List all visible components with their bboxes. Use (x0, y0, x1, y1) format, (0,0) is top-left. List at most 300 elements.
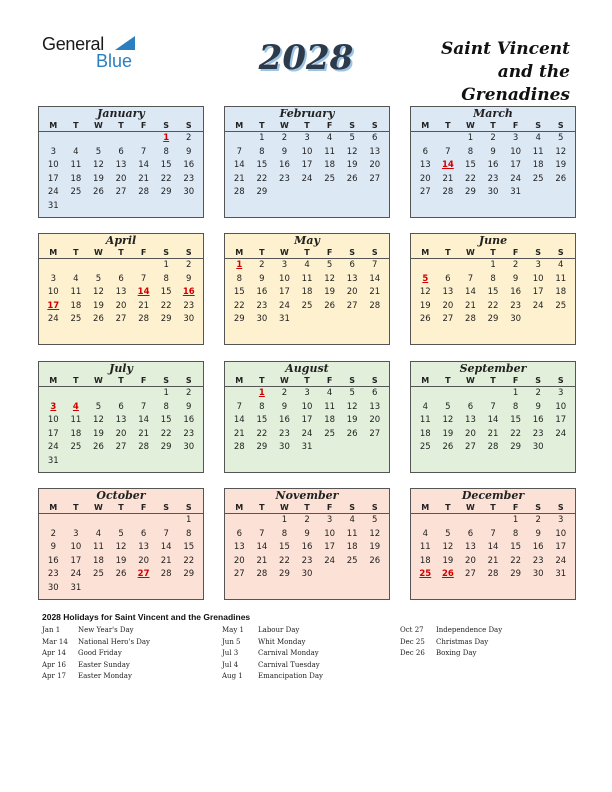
day-cell: 28 (465, 314, 476, 325)
day-cell: 17 (555, 542, 567, 553)
day-cell: 21 (369, 287, 381, 298)
day-cell: 15 (233, 287, 245, 298)
week-row (411, 528, 575, 542)
day-cell: 22 (160, 300, 172, 311)
week-row (411, 173, 575, 187)
day-cell: 16 (532, 415, 544, 426)
day-cell: 20 (233, 555, 245, 566)
day-cell: 16 (532, 542, 544, 553)
holiday-name: Independence Day (436, 626, 503, 634)
holiday-entry (42, 638, 150, 650)
holiday-date: Dec 25 (400, 637, 425, 646)
weekday-label: M (235, 503, 244, 512)
day-cell: 1 (186, 515, 192, 525)
day-cell: 3 (281, 260, 288, 270)
weekday-label: T (118, 248, 124, 257)
day-cell: 20 (115, 300, 127, 311)
weekday-label: M (235, 121, 244, 130)
day-cell: 11 (532, 146, 544, 157)
day-cell: 16 (279, 160, 290, 171)
day-cell (527, 186, 550, 200)
day-cell (42, 132, 65, 146)
weekday-label: T (73, 248, 79, 257)
day-cell (177, 200, 200, 214)
holiday-entry (222, 638, 323, 650)
day-cell: 13 (369, 146, 381, 157)
day-cell: 1 (163, 260, 169, 270)
holiday-date: Apr 17 (42, 672, 67, 681)
day-cell: 21 (256, 555, 268, 566)
day-cell: 26 (93, 187, 104, 198)
week-row (39, 146, 203, 160)
day-cell: 30 (279, 442, 290, 453)
day-cell: 19 (324, 287, 336, 298)
day-cell: 7 (445, 146, 451, 157)
month-title: July (109, 362, 133, 375)
day-cell: 8 (281, 528, 288, 539)
weekday-label: W (280, 376, 289, 385)
day-cell: 12 (346, 146, 358, 157)
day-cell: 17 (47, 428, 59, 439)
weekday-label: T (304, 376, 310, 385)
weekday-label: T (259, 503, 265, 512)
weekday-label: F (512, 503, 519, 512)
holiday-entry (42, 661, 150, 673)
day-cell: 11 (555, 273, 567, 284)
day-cell: 23 (279, 428, 290, 439)
day-cell: 25 (70, 187, 82, 198)
day-cell (296, 186, 319, 200)
day-cell: 21 (138, 428, 150, 439)
day-cell: 28 (369, 300, 381, 311)
day-cell: 26 (419, 314, 431, 325)
day-cell: 19 (419, 300, 431, 311)
holiday-date: Dec 26 (400, 649, 425, 658)
day-cell (87, 455, 110, 469)
day-cell (363, 186, 386, 200)
day-cell: 25 (324, 428, 336, 439)
day-cell: 8 (512, 401, 519, 412)
day-cell: 21 (465, 300, 476, 311)
holiday-entry (222, 661, 323, 673)
day-cell: 23 (183, 300, 195, 311)
day-cell (341, 441, 364, 455)
month-november (224, 488, 390, 600)
holiday-date: Apr 14 (42, 649, 67, 658)
day-cell: 29 (233, 314, 245, 325)
day-cell: 1 (512, 515, 519, 525)
day-cell: 3 (558, 388, 564, 398)
day-cell: 15 (160, 287, 172, 298)
day-cell: 12 (555, 146, 567, 157)
holiday-entry (42, 649, 150, 661)
weekday-label: M (421, 503, 430, 512)
weekday-label: S (349, 376, 356, 385)
day-cell (459, 259, 482, 273)
day-cell: 7 (467, 273, 474, 284)
day-cell: 23 (301, 555, 313, 566)
weekday-label: S (371, 248, 378, 257)
week-row (39, 455, 203, 469)
day-cell (132, 582, 155, 596)
day-cell: 22 (183, 555, 195, 566)
day-cell: 1 (467, 133, 474, 143)
day-cell: 21 (487, 428, 499, 439)
day-cell: 2 (186, 260, 192, 270)
holiday-entry (400, 626, 502, 638)
day-cell: 5 (372, 515, 378, 525)
day-cell: 7 (490, 528, 496, 539)
day-cell: 9 (281, 146, 288, 157)
day-cell (459, 387, 482, 401)
day-cell: 4 (558, 260, 564, 270)
day-cell: 16 (47, 555, 59, 566)
day-cell: 7 (140, 401, 147, 412)
day-cell (228, 514, 251, 528)
day-cell: 24 (301, 173, 313, 184)
day-cell: 2 (304, 515, 310, 525)
day-cell (42, 259, 65, 273)
day-cell (177, 455, 200, 469)
day-cell: 15 (160, 160, 172, 171)
weekday-label: T (490, 248, 496, 257)
weekday-label: F (512, 376, 519, 385)
day-cell: 20 (465, 555, 476, 566)
weekday-label: T (490, 376, 496, 385)
weekday-label: F (326, 376, 333, 385)
weekday-label: S (163, 248, 170, 257)
weekday-label: S (185, 503, 192, 512)
day-cell: 4 (535, 133, 541, 143)
country-title (370, 38, 570, 107)
week-row (225, 173, 389, 187)
holiday-column (400, 626, 502, 661)
month-title: October (96, 489, 146, 502)
day-cell: 17 (47, 173, 59, 184)
weekday-header (39, 120, 203, 131)
day-cell (318, 313, 341, 327)
day-cell (437, 132, 460, 146)
day-cell: 22 (160, 428, 172, 439)
day-cell (363, 568, 386, 582)
weekday-header (39, 375, 203, 386)
day-cell: 28 (138, 187, 150, 198)
day-cell: 6 (467, 401, 474, 412)
weekday-label: F (140, 503, 147, 512)
week-row (39, 313, 203, 327)
month-july (38, 361, 204, 473)
day-cell: 4 (304, 260, 310, 270)
week-row (411, 286, 575, 300)
weekday-label: T (304, 121, 310, 130)
holiday-name: National Hero's Day (78, 637, 150, 646)
day-cell: 30 (183, 442, 195, 453)
day-cell (132, 259, 155, 273)
day-cell: 11 (70, 160, 82, 171)
day-cell (87, 259, 110, 273)
day-cell: 9 (186, 273, 192, 284)
weekday-header (411, 247, 575, 258)
day-cell: 6 (445, 273, 451, 284)
day-cell: 4 (349, 515, 355, 525)
day-cell: 17 (301, 415, 313, 426)
day-cell: 31 (70, 582, 82, 593)
day-cell (482, 514, 505, 528)
day-cell (414, 387, 437, 401)
day-cell: 15 (510, 542, 522, 553)
holiday-name: New Year's Day (78, 626, 134, 634)
day-cell: 9 (490, 146, 496, 157)
weekday-label: M (49, 121, 58, 130)
day-cell: 2 (535, 515, 541, 525)
day-cell: 8 (163, 273, 169, 284)
day-cell: 3 (50, 273, 56, 284)
weekday-header (225, 247, 389, 258)
holiday-day-cell: 14 (137, 287, 150, 298)
day-cell: 18 (346, 542, 358, 553)
weekday-header (39, 502, 203, 513)
week-row (411, 146, 575, 160)
week-row (411, 186, 575, 200)
day-cell: 4 (73, 273, 79, 284)
day-cell: 19 (442, 555, 454, 566)
week-row (225, 568, 389, 582)
weekday-label: M (49, 376, 58, 385)
day-cell: 18 (324, 160, 336, 171)
holiday-name: Carnival Tuesday (258, 660, 320, 669)
week-row (39, 555, 203, 569)
day-cell (341, 313, 364, 327)
day-cell: 4 (326, 388, 333, 398)
day-cell: 5 (445, 401, 451, 412)
week-row (39, 200, 203, 214)
weekday-label: F (326, 248, 333, 257)
week-row (39, 541, 203, 555)
day-cell: 3 (326, 515, 333, 525)
week-row (39, 387, 203, 401)
day-cell (65, 132, 88, 146)
day-cell: 22 (160, 173, 172, 184)
day-cell: 9 (304, 528, 310, 539)
weekday-label: W (280, 503, 289, 512)
day-cell: 20 (419, 173, 431, 184)
month-december (410, 488, 576, 600)
day-cell (228, 387, 251, 401)
day-cell (87, 200, 110, 214)
day-cell: 31 (555, 569, 567, 580)
weekday-header (225, 120, 389, 131)
week-row (225, 159, 389, 173)
day-cell: 19 (369, 542, 381, 553)
day-cell: 26 (442, 442, 454, 453)
week-row (225, 555, 389, 569)
day-cell: 25 (419, 442, 431, 453)
day-cell: 19 (93, 173, 104, 184)
day-cell: 17 (510, 160, 522, 171)
day-cell: 11 (324, 401, 336, 412)
holiday-name: Carnival Monday (258, 649, 319, 658)
day-cell (363, 441, 386, 455)
week-row (411, 568, 575, 582)
day-cell: 25 (532, 173, 544, 184)
day-cell: 31 (279, 314, 290, 325)
day-cell: 14 (233, 160, 245, 171)
day-cell (65, 259, 88, 273)
day-cell: 13 (465, 542, 476, 553)
day-cell: 15 (465, 160, 476, 171)
day-cell (318, 568, 341, 582)
day-cell: 3 (558, 515, 564, 525)
holiday-date: Jun 5 (222, 637, 241, 646)
day-cell (155, 514, 178, 528)
holiday-name: Labour Day (258, 626, 300, 634)
holiday-entry (400, 649, 502, 661)
month-october (38, 488, 204, 600)
day-cell: 23 (183, 428, 195, 439)
day-cell: 11 (324, 146, 336, 157)
weekday-header (411, 375, 575, 386)
holiday-day-cell: 27 (137, 569, 150, 580)
day-cell (65, 200, 88, 214)
weekday-label: S (163, 503, 170, 512)
weekday-label: S (535, 503, 542, 512)
holiday-entry (42, 626, 150, 638)
day-cell: 23 (532, 555, 544, 566)
day-cell: 22 (279, 555, 290, 566)
day-cell: 11 (419, 542, 431, 553)
week-row (39, 159, 203, 173)
day-cell: 21 (138, 300, 150, 311)
day-cell: 14 (256, 542, 268, 553)
day-cell: 12 (419, 287, 431, 298)
day-cell: 18 (70, 428, 82, 439)
week-row (39, 286, 203, 300)
day-cell: 1 (490, 260, 496, 270)
weekday-label: T (118, 376, 124, 385)
day-cell: 11 (70, 415, 82, 426)
day-cell (341, 186, 364, 200)
month-april (38, 233, 204, 345)
day-cell (42, 514, 65, 528)
month-august (224, 361, 390, 473)
day-cell: 22 (256, 428, 268, 439)
weekday-label: W (94, 121, 103, 130)
month-january (38, 106, 204, 218)
week-row (225, 259, 389, 273)
day-cell: 19 (93, 300, 104, 311)
day-cell: 7 (236, 401, 242, 412)
day-cell: 12 (115, 542, 127, 553)
day-cell (132, 455, 155, 469)
day-cell: 11 (70, 287, 82, 298)
day-cell: 7 (372, 260, 378, 270)
day-cell (549, 186, 572, 200)
day-cell: 22 (510, 428, 522, 439)
day-cell: 28 (487, 442, 499, 453)
day-cell: 16 (183, 415, 195, 426)
day-cell: 9 (50, 542, 56, 553)
week-row (39, 568, 203, 582)
day-cell: 25 (70, 314, 82, 325)
day-cell: 15 (256, 160, 268, 171)
weekday-label: W (466, 248, 475, 257)
day-cell: 12 (346, 401, 358, 412)
day-cell: 5 (349, 133, 355, 143)
holiday-date: Apr 16 (42, 660, 67, 669)
day-cell: 23 (279, 173, 290, 184)
weekday-label: M (421, 248, 430, 257)
day-cell: 17 (555, 415, 567, 426)
day-cell: 2 (512, 260, 519, 270)
holiday-date: Jan 1 (42, 626, 61, 634)
day-cell: 16 (510, 287, 522, 298)
holiday-column (42, 626, 150, 684)
day-cell: 5 (558, 133, 564, 143)
day-cell (110, 200, 133, 214)
weekday-label: T (118, 503, 124, 512)
day-cell: 29 (510, 569, 522, 580)
day-cell: 9 (535, 401, 541, 412)
day-cell: 22 (256, 173, 268, 184)
day-cell: 28 (138, 314, 150, 325)
day-cell: 31 (301, 442, 313, 453)
week-row (225, 146, 389, 160)
week-row (39, 173, 203, 187)
day-cell (155, 200, 178, 214)
day-cell: 8 (490, 273, 496, 284)
day-cell: 15 (487, 287, 499, 298)
holiday-entry (42, 672, 150, 684)
week-row (411, 401, 575, 415)
week-row (39, 528, 203, 542)
day-cell: 1 (512, 388, 519, 398)
day-cell: 25 (346, 555, 358, 566)
weekday-label: S (163, 376, 170, 385)
day-cell: 10 (47, 160, 59, 171)
weekday-header (411, 120, 575, 131)
holiday-date: Oct 27 (400, 626, 424, 634)
week-row (225, 401, 389, 415)
weekday-label: F (140, 376, 147, 385)
day-cell: 13 (115, 160, 127, 171)
holiday-entry (222, 672, 323, 684)
day-cell: 19 (346, 415, 358, 426)
day-cell: 22 (233, 300, 245, 311)
day-cell: 27 (115, 187, 127, 198)
day-cell: 28 (233, 442, 245, 453)
day-cell: 8 (236, 273, 242, 284)
day-cell: 16 (183, 160, 195, 171)
day-cell: 12 (93, 160, 104, 171)
day-cell: 4 (326, 133, 333, 143)
day-cell: 16 (256, 287, 268, 298)
day-cell: 20 (442, 300, 454, 311)
day-cell: 29 (160, 314, 172, 325)
month-title: May (294, 234, 320, 247)
holiday-day-cell: 5 (422, 273, 429, 284)
day-cell (42, 387, 65, 401)
day-cell: 7 (490, 401, 496, 412)
weekday-label: W (466, 503, 475, 512)
day-cell: 14 (138, 415, 150, 426)
holiday-day-cell: 1 (258, 388, 265, 398)
day-cell: 26 (555, 173, 567, 184)
holiday-day-cell: 1 (163, 133, 170, 143)
day-cell: 11 (93, 542, 104, 553)
day-cell: 6 (372, 388, 378, 398)
day-cell: 31 (510, 187, 522, 198)
day-cell: 27 (419, 187, 431, 198)
